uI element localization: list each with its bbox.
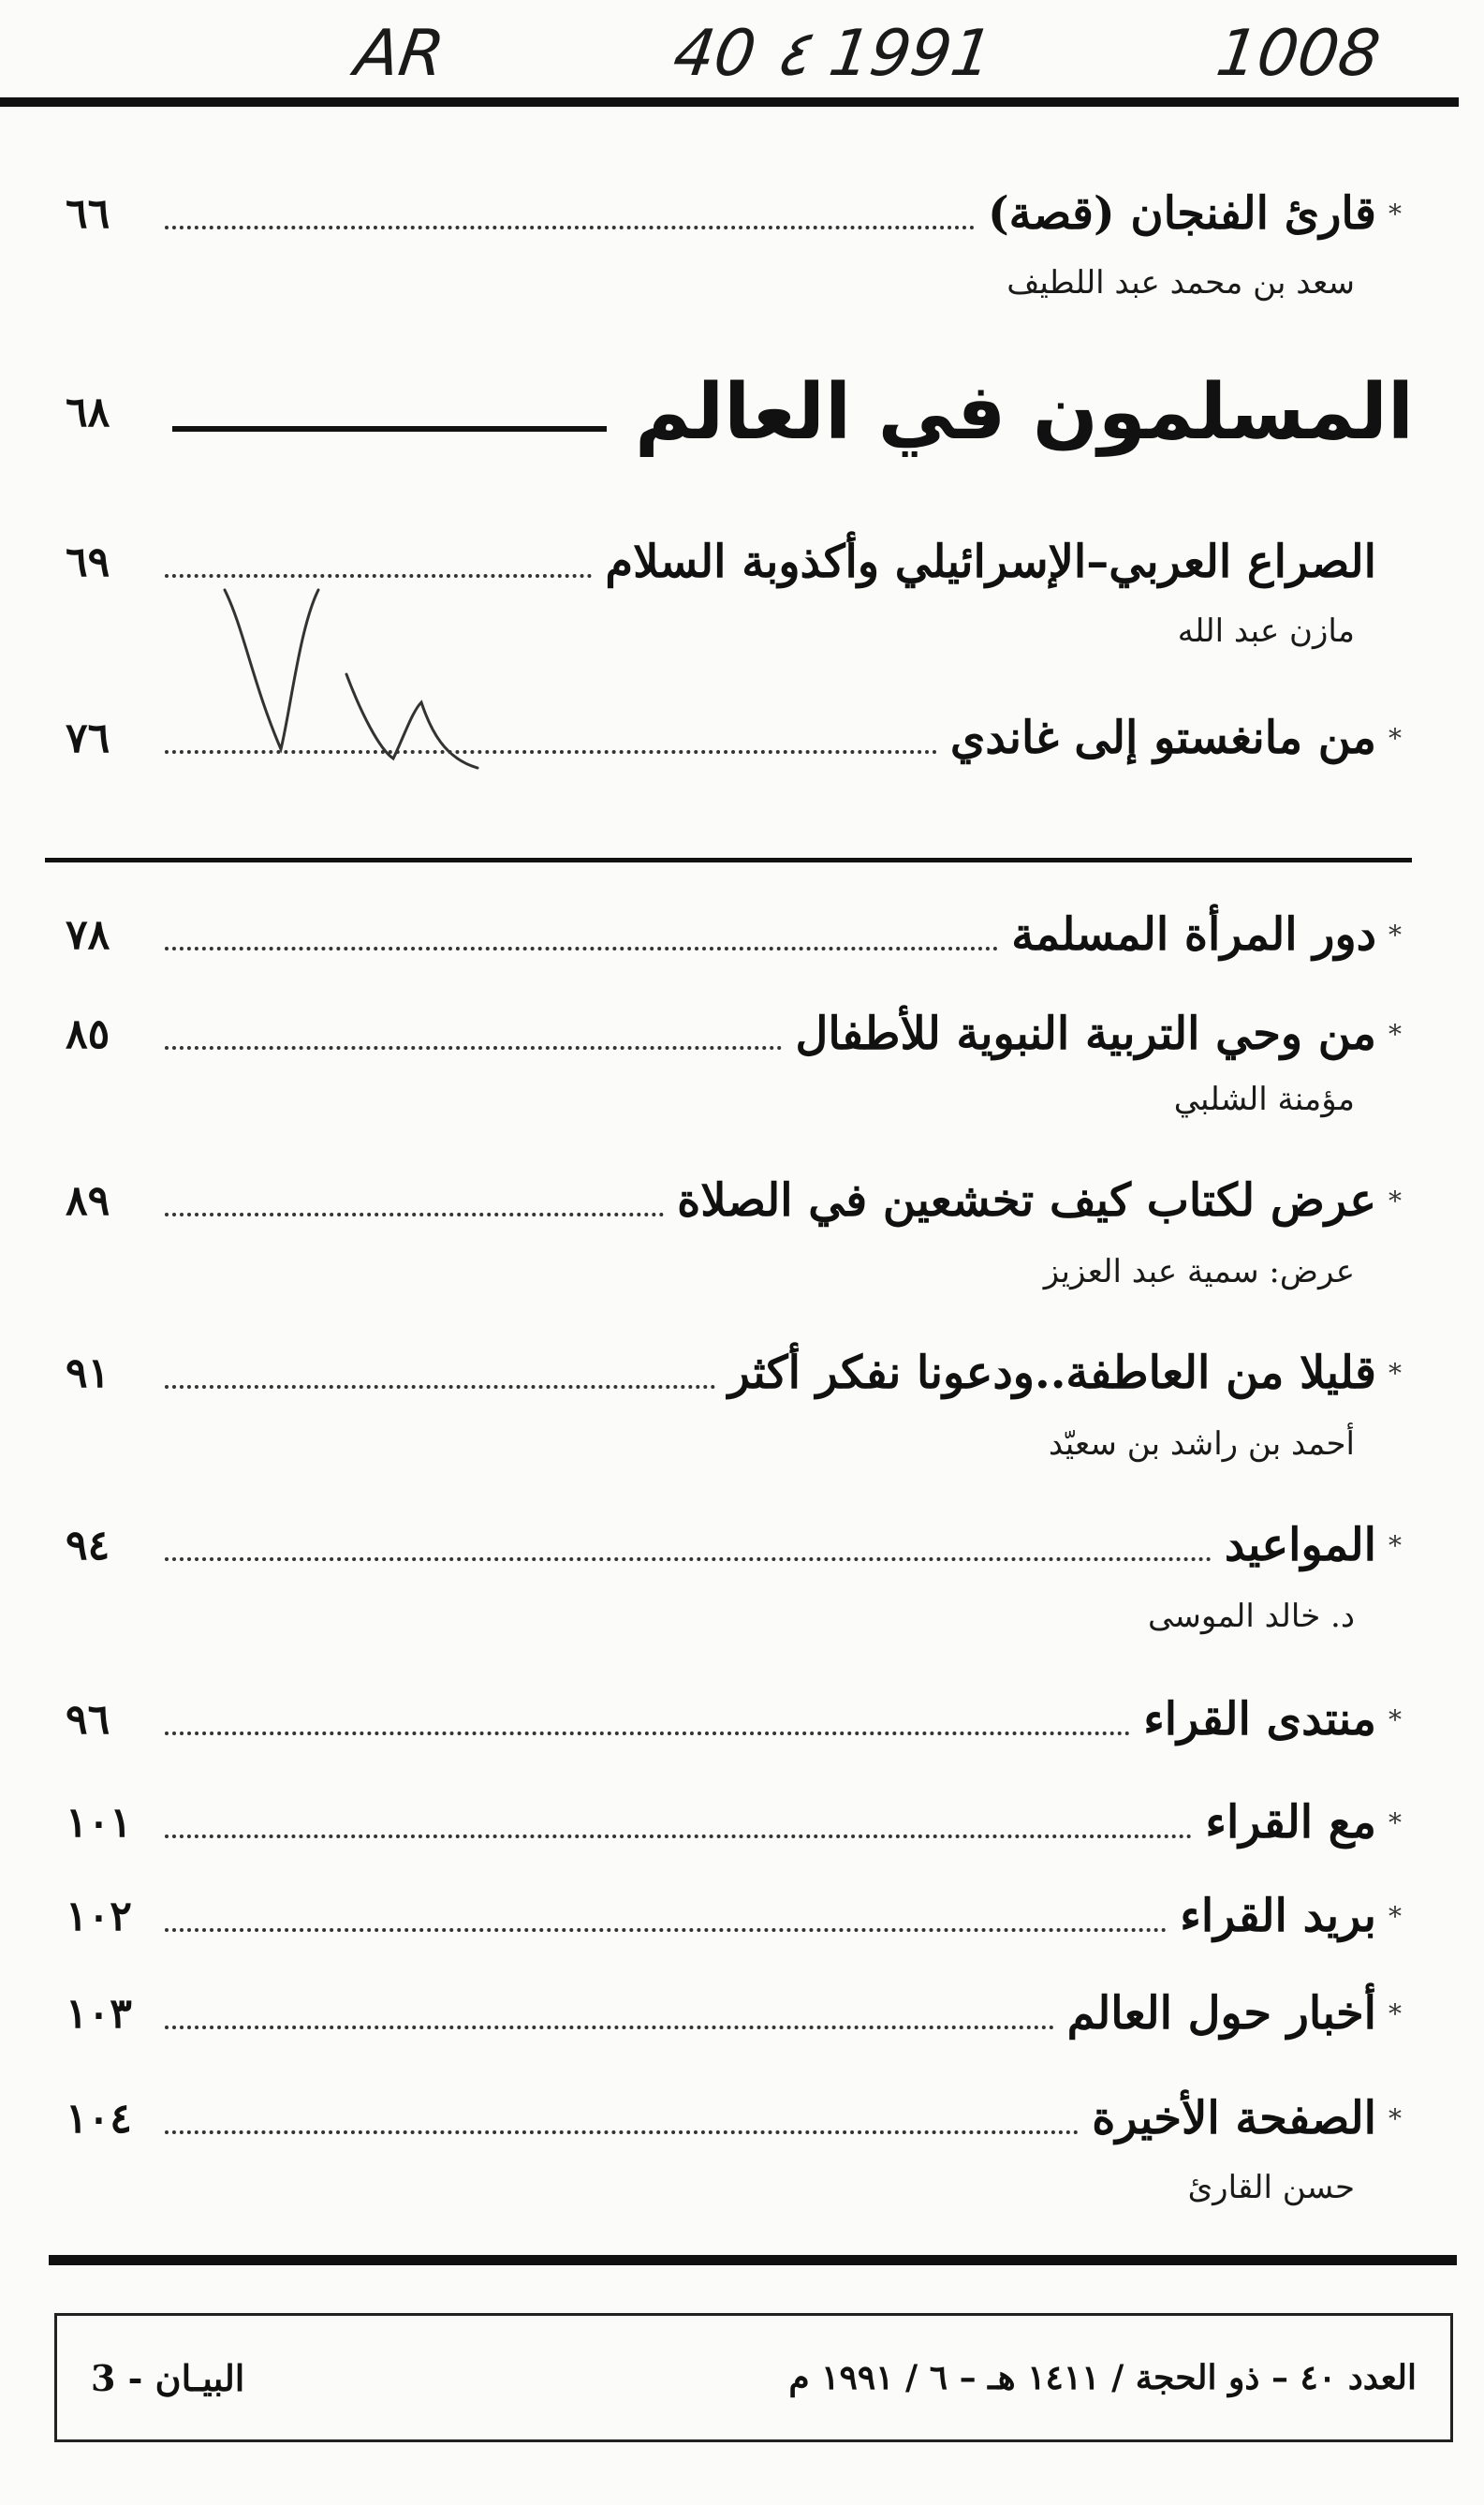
entry-title: بريد القراء	[1180, 1890, 1376, 1942]
section-heading	[66, 356, 1414, 468]
star-bullet-icon: *	[1388, 1018, 1402, 1050]
entry-page-number: ١٠٤	[66, 2094, 132, 2143]
entry-author: حسن القارئ	[1187, 2169, 1355, 2206]
toc-entry	[66, 180, 1414, 247]
dot-leader	[165, 1703, 1130, 1735]
section-page-number: ٦٨	[66, 388, 110, 436]
entry-title: من مانغستو إلى غاندي	[949, 712, 1376, 764]
toc-entry	[66, 1882, 1414, 1950]
dot-leader	[165, 2102, 1079, 2134]
entry-title: عرض لكتاب كيف تخشعين في الصلاة	[677, 1174, 1376, 1227]
star-bullet-icon: *	[1388, 722, 1402, 754]
entry-title: قليلا من العاطفة..ودعونا نفكر أكثر	[727, 1347, 1376, 1399]
entry-author: د. خالد الموسى	[1148, 1598, 1355, 1635]
toc-entry	[66, 1339, 1414, 1407]
star-bullet-icon: *	[1388, 1997, 1402, 2029]
entry-title: من وحي التربية النبوية للأطفال	[795, 1008, 1376, 1060]
star-bullet-icon: *	[1388, 1529, 1402, 1561]
toc-entry	[66, 1980, 1414, 2047]
dot-leader	[165, 198, 975, 229]
star-bullet-icon: *	[1388, 919, 1402, 950]
dot-leader	[165, 1018, 782, 1050]
entry-author: أحمد بن راشد بن سعيّد	[1048, 1425, 1355, 1463]
entry-page-number: ٦٩	[66, 538, 110, 586]
toc-entry	[66, 1511, 1414, 1579]
toc-entry	[66, 1167, 1414, 1234]
entry-author: مؤمنة الشلبي	[1173, 1081, 1355, 1118]
toc-entry	[66, 1686, 1414, 1753]
star-bullet-icon: *	[1388, 1357, 1402, 1389]
entry-author: عرض: سمية عبد العزيز	[1043, 1253, 1355, 1290]
dot-leader	[165, 1357, 715, 1389]
dot-leader	[165, 1529, 1212, 1561]
footer-issue-info: العدد ٤٠ – ذو الحجة / ١٤١١ هـ – ٦ / ١٩٩١ م	[788, 2358, 1417, 2397]
dot-leader	[165, 1185, 664, 1216]
entry-title: دور المرأة المسلمة	[1011, 908, 1376, 961]
entry-title: منتدى القراء	[1143, 1693, 1376, 1746]
entry-page-number: ٧٨	[66, 910, 110, 959]
section-underline	[172, 426, 607, 432]
dot-leader	[165, 919, 998, 950]
entry-author: سعد بن محمد عبد اللطيف	[1006, 264, 1355, 302]
entry-page-number: ١٠١	[66, 1798, 132, 1847]
dot-leader	[165, 1997, 1054, 2029]
entry-page-number: ١٠٣	[66, 1989, 132, 2038]
entry-page-number: ٩٤	[66, 1521, 110, 1569]
entry-title: مع القراء	[1205, 1796, 1376, 1849]
top-rule	[0, 97, 1459, 107]
entry-page-number: ١٠٢	[66, 1892, 132, 1940]
entry-title: أخبار حول العالم	[1066, 1987, 1376, 2040]
entry-page-number: ٦٦	[66, 189, 110, 238]
star-bullet-icon: *	[1388, 1185, 1402, 1216]
entry-author: مازن عبد الله	[1177, 612, 1355, 650]
entry-title: قارئ الفنجان (قصة)	[987, 187, 1376, 240]
dot-leader	[165, 1900, 1167, 1932]
bottom-rule	[49, 2255, 1457, 2265]
toc-entry	[66, 1000, 1414, 1068]
handwritten-scribble-icon	[206, 571, 487, 796]
section-title: المسلمون في العالم	[635, 367, 1414, 457]
entry-title: الصفحة الأخيرة	[1092, 2092, 1376, 2144]
entry-title: الصراع العربي–الإسرائيلي وأكذوبة السلام	[605, 536, 1376, 588]
entry-page-number: ٧٦	[66, 714, 110, 762]
star-bullet-icon: *	[1388, 1806, 1402, 1838]
footer-page-label: 3 - البيـان	[91, 2356, 245, 2399]
star-bullet-icon: *	[1388, 198, 1402, 229]
entry-page-number: ٩١	[66, 1348, 110, 1397]
star-bullet-icon: *	[1388, 2102, 1402, 2134]
entry-page-number: ٨٥	[66, 1009, 110, 1058]
toc-entry	[66, 1789, 1414, 1856]
handwritten-number: 1008	[1212, 17, 1385, 91]
toc-entry	[66, 901, 1414, 968]
toc-entry	[66, 2085, 1414, 2152]
star-bullet-icon: *	[1388, 1703, 1402, 1735]
footer-box	[54, 2313, 1453, 2442]
star-bullet-icon: *	[1388, 1900, 1402, 1932]
dot-leader	[165, 1806, 1192, 1838]
entry-page-number: ٩٦	[66, 1695, 110, 1744]
handwritten-code: AR	[350, 17, 449, 91]
entry-page-number: ٨٩	[66, 1176, 110, 1225]
middle-rule	[45, 858, 1412, 862]
entry-title: المواعيد	[1224, 1519, 1376, 1571]
handwritten-date: 40 ٤ 1991	[669, 17, 997, 91]
